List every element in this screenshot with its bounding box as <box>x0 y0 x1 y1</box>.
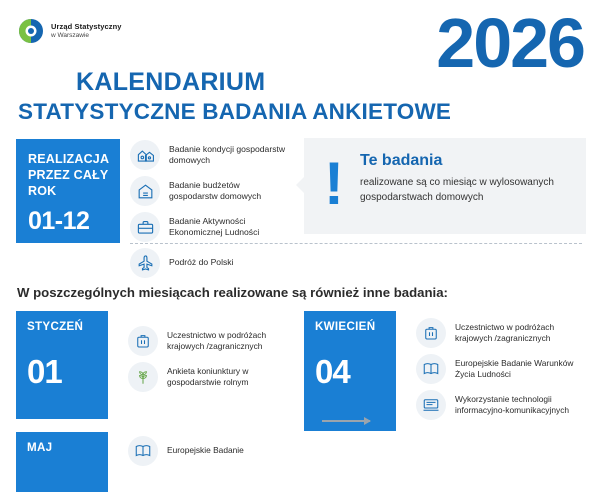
callout-pointer <box>296 176 305 194</box>
month-badge-january <box>16 311 108 419</box>
list-item <box>128 436 288 466</box>
logo-org-city: w Warszawie <box>51 31 90 39</box>
divider <box>130 243 582 244</box>
list-item <box>130 210 290 244</box>
list-item-label: Europejskie Badanie <box>167 445 244 456</box>
book-icon <box>416 354 446 384</box>
callout-title: Te badania <box>360 152 443 169</box>
year-heading: 2026 <box>436 4 584 82</box>
list-item-label: Europejskie Badanie Warunków Życia Ludności <box>455 357 574 379</box>
month-number: 04 <box>315 353 350 390</box>
list-item <box>416 318 588 348</box>
list-item-label: Badanie budżetów gospodarstw domowych <box>169 179 262 201</box>
list-item <box>416 390 588 420</box>
list-item-label: Podróż do Polski <box>169 257 234 268</box>
suitcase-icon <box>128 326 158 356</box>
organization-logo <box>18 18 122 44</box>
list-item-label: Wykorzystanie technologii informacyjno-komunikacyjnych <box>455 393 570 415</box>
computer-icon <box>416 390 446 420</box>
gus-logo-icon <box>18 18 44 44</box>
exclamation-icon: ! <box>324 150 344 217</box>
list-item-label: Uczestnictwo w podróżach krajowych /zagranicznych <box>455 321 555 343</box>
page-title-line2: STATYSTYCZNE BADANIA ANKIETOWE <box>18 99 452 124</box>
callout-body: realizowane są co miesiąc w wylosowanych gospodarstwach domowych <box>360 177 554 203</box>
month-badge-may <box>16 432 108 492</box>
month-number: 01 <box>27 353 62 390</box>
page-title-line1: KALENDARIUM <box>76 68 266 96</box>
all-year-range: 01-12 <box>28 207 90 235</box>
list-item <box>128 326 288 356</box>
suitcase-icon <box>416 318 446 348</box>
all-year-label: REALIZACJA PRZEZ CAŁY ROK <box>28 152 109 198</box>
wheat-icon <box>128 362 158 392</box>
house-budget-icon <box>130 176 160 206</box>
list-item <box>416 354 588 384</box>
month-name: MAJ <box>27 441 53 454</box>
month-survey-list-april <box>416 318 588 426</box>
month-badge-april <box>304 311 396 431</box>
list-item-label: Badanie Aktywności Ekonomicznej Ludności <box>169 215 260 237</box>
month-survey-list-may <box>128 436 288 472</box>
list-item <box>128 362 288 392</box>
month-name: KWIECIEŃ <box>315 320 376 333</box>
section-lead-text: W poszczególnych miesiącach realizowane są również inne badania: <box>17 285 448 300</box>
list-item-label: Uczestnictwo w podróżach krajowych /zagranicznych <box>167 329 267 351</box>
list-item <box>130 138 290 172</box>
list-item-label: Ankieta koniunktury w gospodarstwie rolnym <box>167 365 249 387</box>
month-name: STYCZEŃ <box>27 320 84 333</box>
list-item-label: Badanie kondycji gospodarstw domowych <box>169 143 286 165</box>
list-item <box>130 174 290 208</box>
logo-org-name: Urząd Statystyczny <box>51 21 122 31</box>
book-icon <box>128 436 158 466</box>
list-item <box>130 246 290 280</box>
month-survey-list-january <box>128 326 288 398</box>
briefcase-icon <box>130 212 160 242</box>
all-year-badge <box>16 139 120 243</box>
all-year-survey-list <box>130 138 290 282</box>
house-people-icon <box>130 140 160 170</box>
arrow-right-icon <box>322 420 370 422</box>
airplane-icon <box>130 248 160 278</box>
